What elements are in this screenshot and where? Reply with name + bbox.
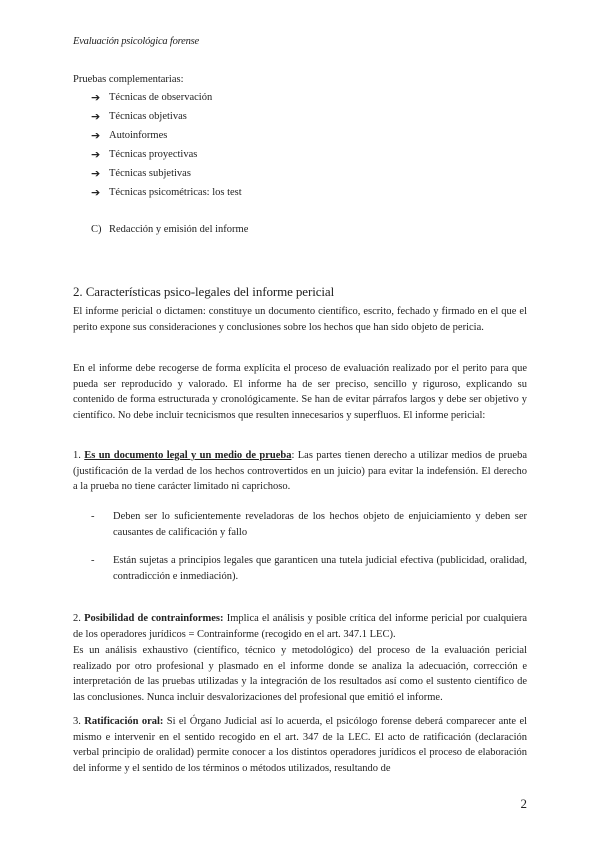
arrow-icon: ➔ bbox=[91, 167, 101, 180]
paragraph-process: En el informe debe recogerse de forma explícita el proceso de evaluación realizado por el perito para que pueda ser reproducido y valorado. El informe ha de ser preciso, sencillo y riguroso, explicando su contenido de forma estructurada y cronológicamente. Se han de evitar párrafos largos y debe ser objetivo y científico. No debe incluir tecnicismos que resulten innecesarios y superfluos. El informe pericial: bbox=[73, 363, 527, 421]
arrow-icon: ➔ bbox=[91, 129, 101, 142]
arrow-icon: ➔ bbox=[91, 110, 101, 123]
arrow-icon: ➔ bbox=[91, 186, 101, 199]
point-3-title: Ratificación oral: bbox=[84, 716, 164, 727]
section-c-label: C) bbox=[91, 224, 102, 235]
point-3: 3. Ratificación oral: Si el Órgano Judicial así lo acuerda, el psicólogo forense deberá comparecer ante el mismo e intervenir en el sentido recogido en el art. 347 de la LEC. El acto de ratificación (declaración verbal principio de oralidad) permite conocer a los distintos operadores jurídicos el proceso de elaboración del informe y el sentido de los términos o métodos utilizados, resultando de bbox=[73, 716, 528, 774]
section-c bbox=[91, 224, 248, 235]
list-item: ➔ Técnicas objetivas bbox=[91, 109, 242, 128]
paragraph-definition: El informe pericial o dictamen: constituye un documento científico, escrito, fechado y firmado en el que el perito expone sus consideraciones y conclusiones sobre los hechos que han sido objeto de pericia. bbox=[73, 306, 527, 333]
list-item: ➔ Técnicas subjetivas bbox=[91, 166, 242, 185]
point-2-detail: Es un análisis exhaustivo (científico, técnico y metodológico) del proceso de la evaluación pericial realizado por otro profesional y plasmado en el informe donde se analiza la adecuación, corrección e interpretación de las pruebas utilizadas y la integración de los resultados así como el sustento científico de las conclusiones. Nunca incluir desvalorizaciones del profesional que emitió el informe. bbox=[73, 645, 527, 703]
point-1-title: Es un documento legal y un medio de prueba bbox=[84, 450, 292, 461]
complementary-list bbox=[91, 90, 242, 204]
dash-item: - Están sujetas a principios legales que garanticen una tutela judicial efectiva (publicidad, oralidad, contradicción e inmediación). bbox=[91, 555, 527, 582]
point-2-title: Posibilidad de contrainformes: bbox=[84, 613, 224, 624]
dash-item: - Deben ser lo suficientemente reveladoras de los hechos objeto de enjuiciamiento y deben ser causantes de calificación y fallo bbox=[91, 511, 527, 538]
list-item: ➔ Técnicas psicométricas: los test bbox=[91, 185, 242, 204]
running-header: Evaluación psicológica forense bbox=[73, 36, 199, 47]
point-2: 2. Posibilidad de contrainformes: Implica el análisis y posible crítica del informe pericial por cualquiera de los operadores jurídicos = Contrainforme (recogido en el art. 347.1 LEC). bbox=[73, 613, 528, 640]
section-heading: 2. Características psico-legales del informe pericial bbox=[73, 284, 335, 299]
complementary-intro: Pruebas complementarias: bbox=[73, 74, 184, 85]
section-c-title: Redacción y emisión del informe bbox=[109, 224, 249, 235]
arrow-icon: ➔ bbox=[91, 91, 101, 104]
arrow-icon: ➔ bbox=[91, 148, 101, 161]
list-item: ➔ Técnicas proyectivas bbox=[91, 147, 242, 166]
list-item: ➔ Autoinformes bbox=[91, 128, 242, 147]
page-number: 2 bbox=[520, 796, 527, 811]
list-item: ➔ Técnicas de observación bbox=[91, 90, 242, 109]
point-1: 1. Es un documento legal y un medio de prueba: Las partes tienen derecho a utilizar medios de prueba (justificación de la verdad de los hechos controvertidos en un juicio) para evitar la indefensión. El derecho a la prueba no tiene carácter limitado ni caprichoso. bbox=[73, 450, 528, 493]
